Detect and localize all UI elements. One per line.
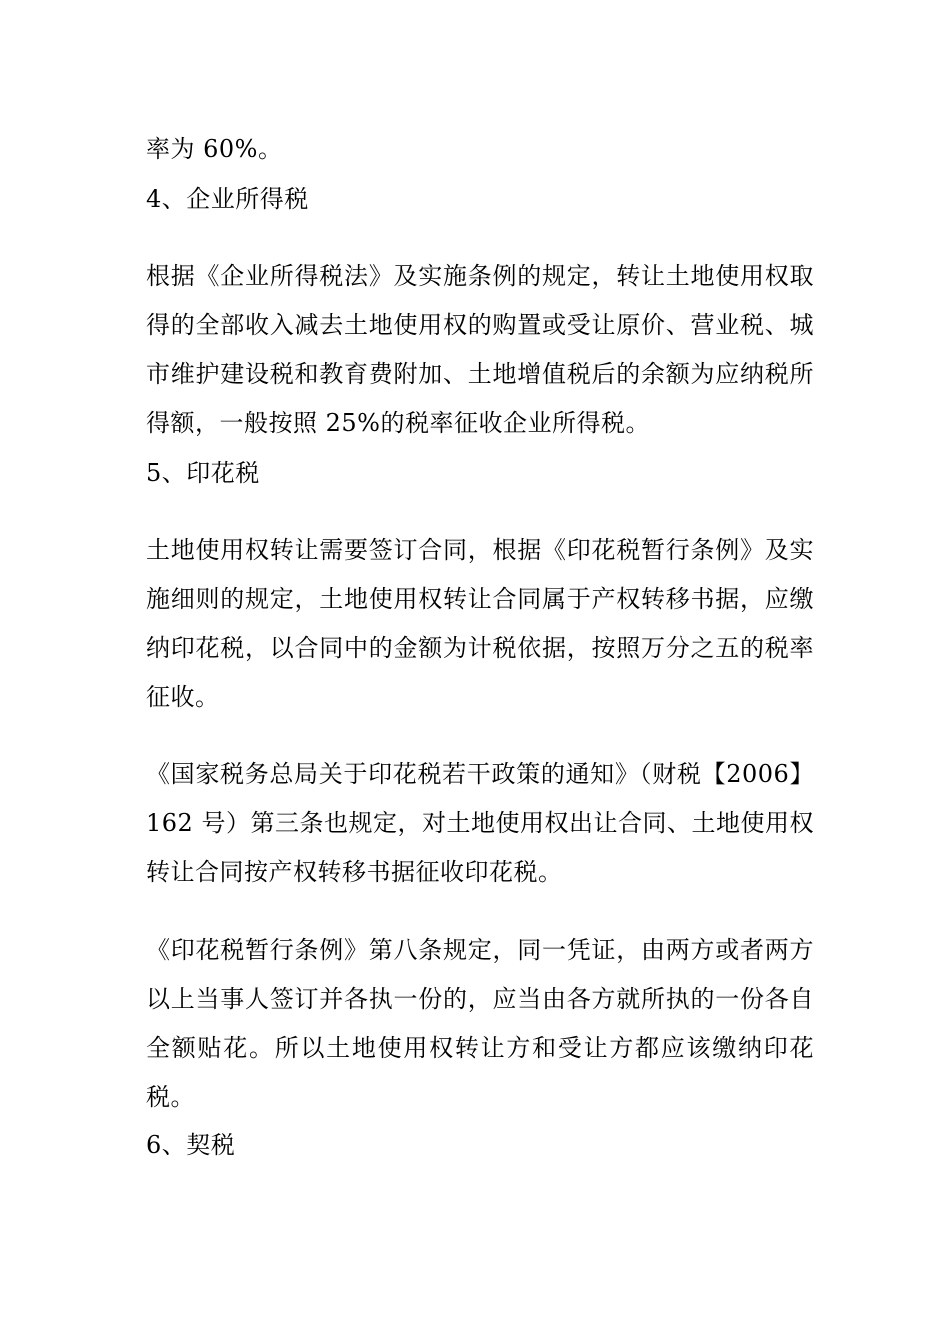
paragraph-article-eight: 《印花税暂行条例》第八条规定，同一凭证，由两方或者两方以上当事人签订并各执一份的，应当由各方就所执的一份各自全额贴花。所以土地使用权转让方和受让方都应该缴纳印花税。: [146, 936, 814, 1111]
paragraph-tax-notice: 《国家税务总局关于印花税若干政策的通知》（财税【2006】162 号）第三条也规定，对土地使用权出让合同、土地使用权转让合同按产权转移书据征收印花税。: [146, 760, 814, 886]
section-heading-stamp-tax: 5、印花税: [146, 459, 260, 487]
rate-continuation-text: 率为 60%。: [146, 135, 283, 163]
section-heading-deed-tax: 6、契税: [146, 1131, 236, 1159]
paragraph-stamp-tax: 土地使用权转让需要签订合同，根据《印花税暂行条例》及实施细则的规定，土地使用权转让合同属于产权转移书据，应缴纳印花税，以合同中的金额为计税依据，按照万分之五的税率征收。: [146, 536, 814, 711]
paragraph-corporate-income-tax: 根据《企业所得税法》及实施条例的规定，转让土地使用权取得的全部收入减去土地使用权的购置或受让原价、营业税、城市维护建设税和教育费附加、土地增值税后的余额为应纳税所得额，一般按照 25%的税率征收企业所得税。: [146, 262, 814, 437]
section-heading-corporate-income-tax: 4、企业所得税: [146, 185, 309, 213]
